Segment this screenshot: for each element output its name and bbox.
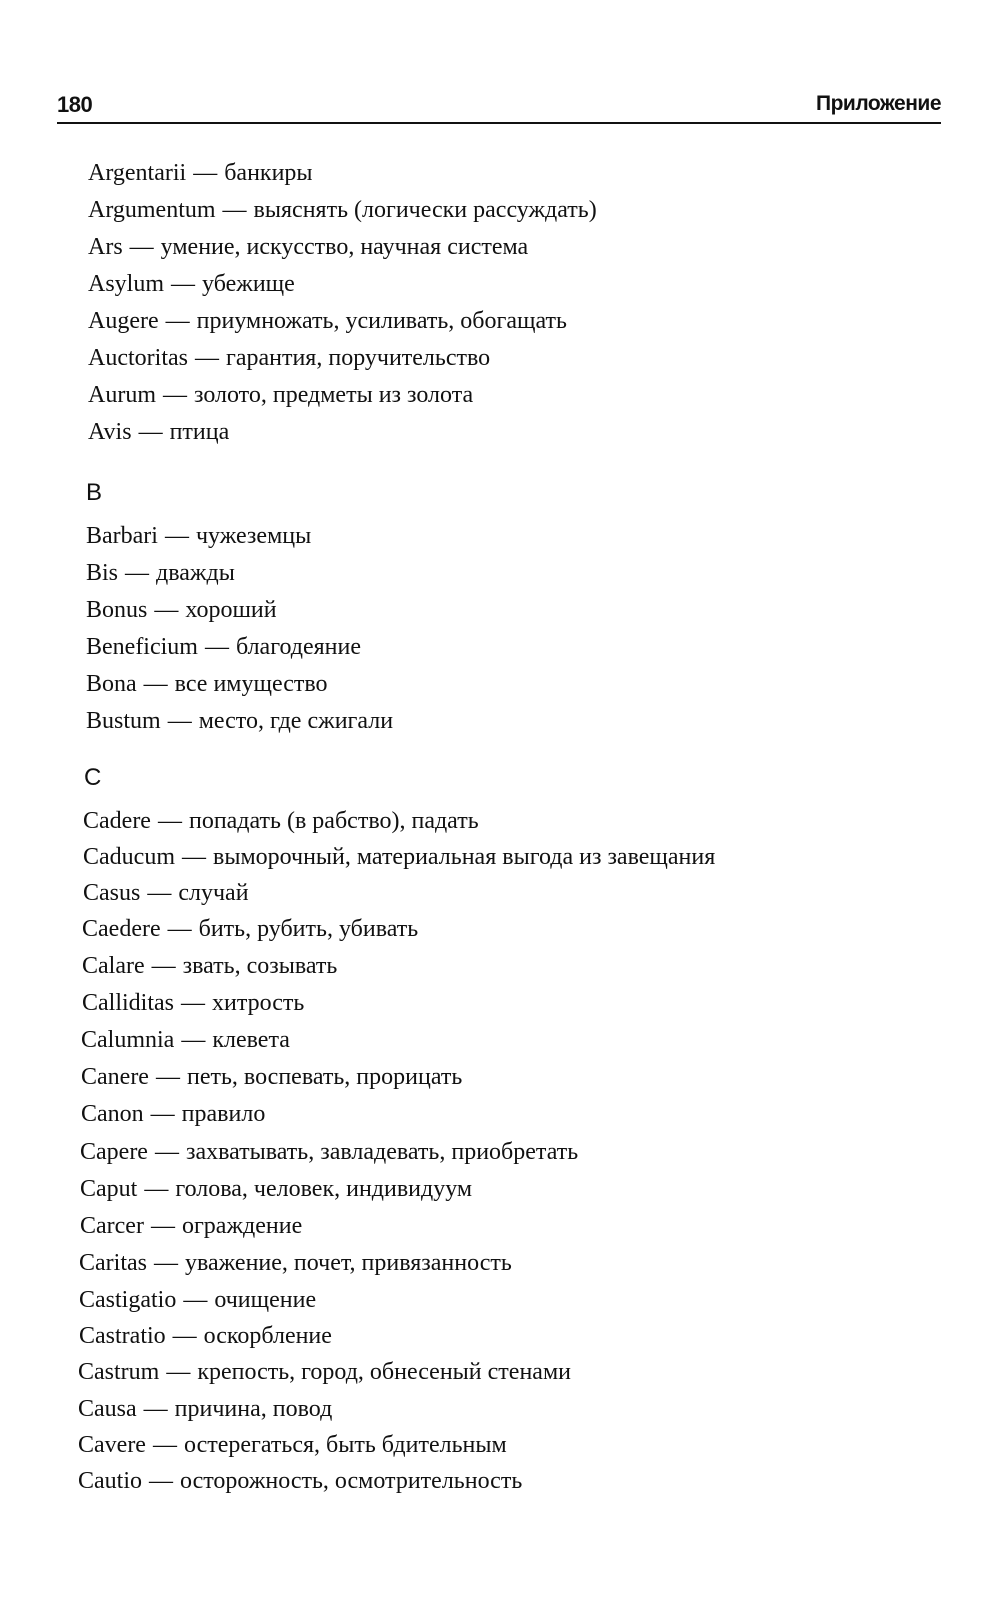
entry-term: Causa <box>78 1396 137 1422</box>
entry-dash: — <box>181 1027 206 1053</box>
entry-definition: случай <box>178 880 249 906</box>
entry-dash: — <box>143 671 168 697</box>
entry-definition: причина, повод <box>174 1396 333 1422</box>
entry-definition: голова, человек, индивидуум <box>175 1176 473 1202</box>
entry-definition: все имущество <box>174 671 328 697</box>
entry-definition: убежище <box>202 271 295 297</box>
entry-definition: чужеземцы <box>195 523 312 549</box>
entry-term: Bis <box>86 560 119 586</box>
entry-term: Calare <box>82 953 145 979</box>
entry-term: Castrum <box>78 1359 160 1385</box>
glossary-entry <box>86 595 277 625</box>
entry-term: Auctoritas <box>88 345 188 371</box>
glossary-entry <box>83 842 715 872</box>
glossary-entry <box>78 1466 522 1496</box>
glossary-entry <box>78 1394 332 1424</box>
entry-definition: осторожность, осмотрительность <box>180 1468 523 1494</box>
entry-term: Cadere <box>83 808 151 834</box>
entry-dash: — <box>155 1064 180 1090</box>
glossary-entry <box>78 1357 571 1387</box>
entry-definition: приумножать, усиливать, обогащать <box>196 308 567 334</box>
entry-term: Asylum <box>88 271 165 297</box>
entry-dash: — <box>204 634 229 660</box>
entry-term: Caducum <box>83 844 175 870</box>
entry-dash: — <box>154 1139 179 1165</box>
entry-dash: — <box>125 560 150 586</box>
entry-definition: умение, искусство, научная система <box>160 234 529 260</box>
entry-term: Casus <box>83 880 141 906</box>
entry-term: Ars <box>88 234 123 260</box>
entry-dash: — <box>172 1323 197 1349</box>
entry-definition: правило <box>181 1101 266 1127</box>
entry-dash: — <box>164 523 189 549</box>
entry-term: Canon <box>81 1101 144 1127</box>
entry-definition: ограждение <box>181 1213 303 1239</box>
entry-definition: выморочный, материальная выгода из завещания <box>212 844 716 870</box>
entry-term: Beneficium <box>86 634 198 660</box>
entry-dash: — <box>150 1213 175 1239</box>
glossary-entry <box>82 951 337 981</box>
entry-definition: дважды <box>156 560 235 586</box>
entry-term: Bona <box>86 671 137 697</box>
entry-definition: клевета <box>212 1027 290 1053</box>
entry-dash: — <box>151 953 176 979</box>
entry-term: Argentarii <box>88 160 187 186</box>
entry-term: Aurum <box>88 382 156 408</box>
glossary-entry <box>79 1285 316 1315</box>
entry-term: Castratio <box>79 1323 166 1349</box>
entry-term: Avis <box>88 419 132 445</box>
glossary-entry <box>83 806 479 836</box>
entry-definition: гарантия, поручительство <box>225 345 491 371</box>
glossary-entry <box>86 706 393 736</box>
entry-definition: захватывать, завладевать, приобретать <box>185 1139 579 1165</box>
entry-dash: — <box>143 1396 168 1422</box>
glossary-entry <box>83 878 249 908</box>
entry-dash: — <box>194 345 219 371</box>
glossary-entry <box>82 914 418 944</box>
entry-term: Bonus <box>86 597 148 623</box>
glossary-entry <box>81 1025 290 1055</box>
entry-term: Cavere <box>78 1432 146 1458</box>
entry-definition: благодеяние <box>235 634 362 660</box>
entry-dash: — <box>193 160 218 186</box>
entry-term: Canere <box>81 1064 149 1090</box>
entry-definition: хитрость <box>212 990 305 1016</box>
entry-definition: петь, воспевать, прорицать <box>186 1064 463 1090</box>
entry-dash: — <box>147 880 172 906</box>
entry-definition: золото, предметы из золота <box>194 382 474 408</box>
entry-term: Capere <box>80 1139 148 1165</box>
entry-dash: — <box>150 1101 175 1127</box>
entry-dash: — <box>157 808 182 834</box>
entry-dash: — <box>166 1359 191 1385</box>
glossary-entry <box>79 1321 332 1351</box>
glossary-entry <box>80 1211 302 1241</box>
entry-term: Argumentum <box>88 197 216 223</box>
entry-definition: уважение, почет, привязанность <box>184 1250 512 1276</box>
entry-term: Barbari <box>86 523 158 549</box>
entry-definition: попадать (в рабство), падать <box>188 808 479 834</box>
section-heading-c: C <box>84 764 102 791</box>
glossary-entry <box>79 1248 512 1278</box>
entry-dash: — <box>167 708 192 734</box>
entry-definition: хороший <box>185 597 277 623</box>
section-heading-b: B <box>86 479 103 506</box>
entry-dash: — <box>154 597 179 623</box>
running-title: Приложение <box>815 92 941 115</box>
entry-term: Cautio <box>78 1468 142 1494</box>
glossary-entry <box>80 1174 472 1204</box>
glossary-entry <box>88 417 229 447</box>
glossary-entry <box>88 269 295 299</box>
glossary-entry <box>82 988 304 1018</box>
glossary-entry <box>81 1062 462 1092</box>
entry-dash: — <box>163 382 187 408</box>
entry-dash: — <box>153 1250 178 1276</box>
entry-term: Castigatio <box>79 1287 177 1313</box>
glossary-entry <box>86 632 361 662</box>
entry-definition: место, где сжигали <box>198 708 394 734</box>
entry-term: Bustum <box>86 708 161 734</box>
entry-definition: оскорбление <box>203 1323 332 1349</box>
entry-dash: — <box>167 916 192 942</box>
entry-dash: — <box>138 419 163 445</box>
glossary-entry <box>80 1137 578 1167</box>
glossary-entry <box>88 195 597 225</box>
entry-dash: — <box>144 1176 169 1202</box>
entry-dash: — <box>171 271 196 297</box>
entry-term: Caput <box>80 1176 138 1202</box>
entry-definition: звать, созывать <box>182 953 338 979</box>
entry-term: Caedere <box>82 916 161 942</box>
entry-dash: — <box>181 990 205 1016</box>
entry-dash: — <box>183 1287 208 1313</box>
entry-term: Calumnia <box>81 1027 175 1053</box>
entry-definition: остерегаться, быть бдительным <box>183 1432 507 1458</box>
entry-definition: выяснять (логически рассуждать) <box>253 197 597 223</box>
entry-dash: — <box>152 1432 177 1458</box>
glossary-entry <box>81 1099 265 1129</box>
entry-dash: — <box>129 234 154 260</box>
glossary-entry <box>88 306 567 336</box>
glossary-entry <box>88 343 490 373</box>
entry-definition: бить, рубить, убивать <box>198 916 419 942</box>
entry-definition: очищение <box>214 1287 317 1313</box>
entry-definition: крепость, город, обнесеный стенами <box>197 1359 571 1385</box>
entry-definition: банкиры <box>224 160 313 186</box>
glossary-entry <box>88 232 528 262</box>
glossary-entry <box>86 558 235 588</box>
entry-dash: — <box>165 308 190 334</box>
entry-definition: птица <box>169 419 230 445</box>
entry-term: Carcer <box>80 1213 144 1239</box>
entry-term: Calliditas <box>82 990 174 1016</box>
glossary-entry <box>86 521 311 551</box>
entry-dash: — <box>149 1468 173 1494</box>
glossary-entry <box>86 669 328 699</box>
glossary-entry <box>88 158 313 188</box>
glossary-entry <box>78 1430 507 1460</box>
entry-dash: — <box>222 197 247 223</box>
page-number: 180 <box>57 92 93 117</box>
entry-term: Caritas <box>79 1250 147 1276</box>
entry-dash: — <box>181 844 206 870</box>
entry-term: Augere <box>88 308 159 334</box>
glossary-entry <box>88 380 473 410</box>
